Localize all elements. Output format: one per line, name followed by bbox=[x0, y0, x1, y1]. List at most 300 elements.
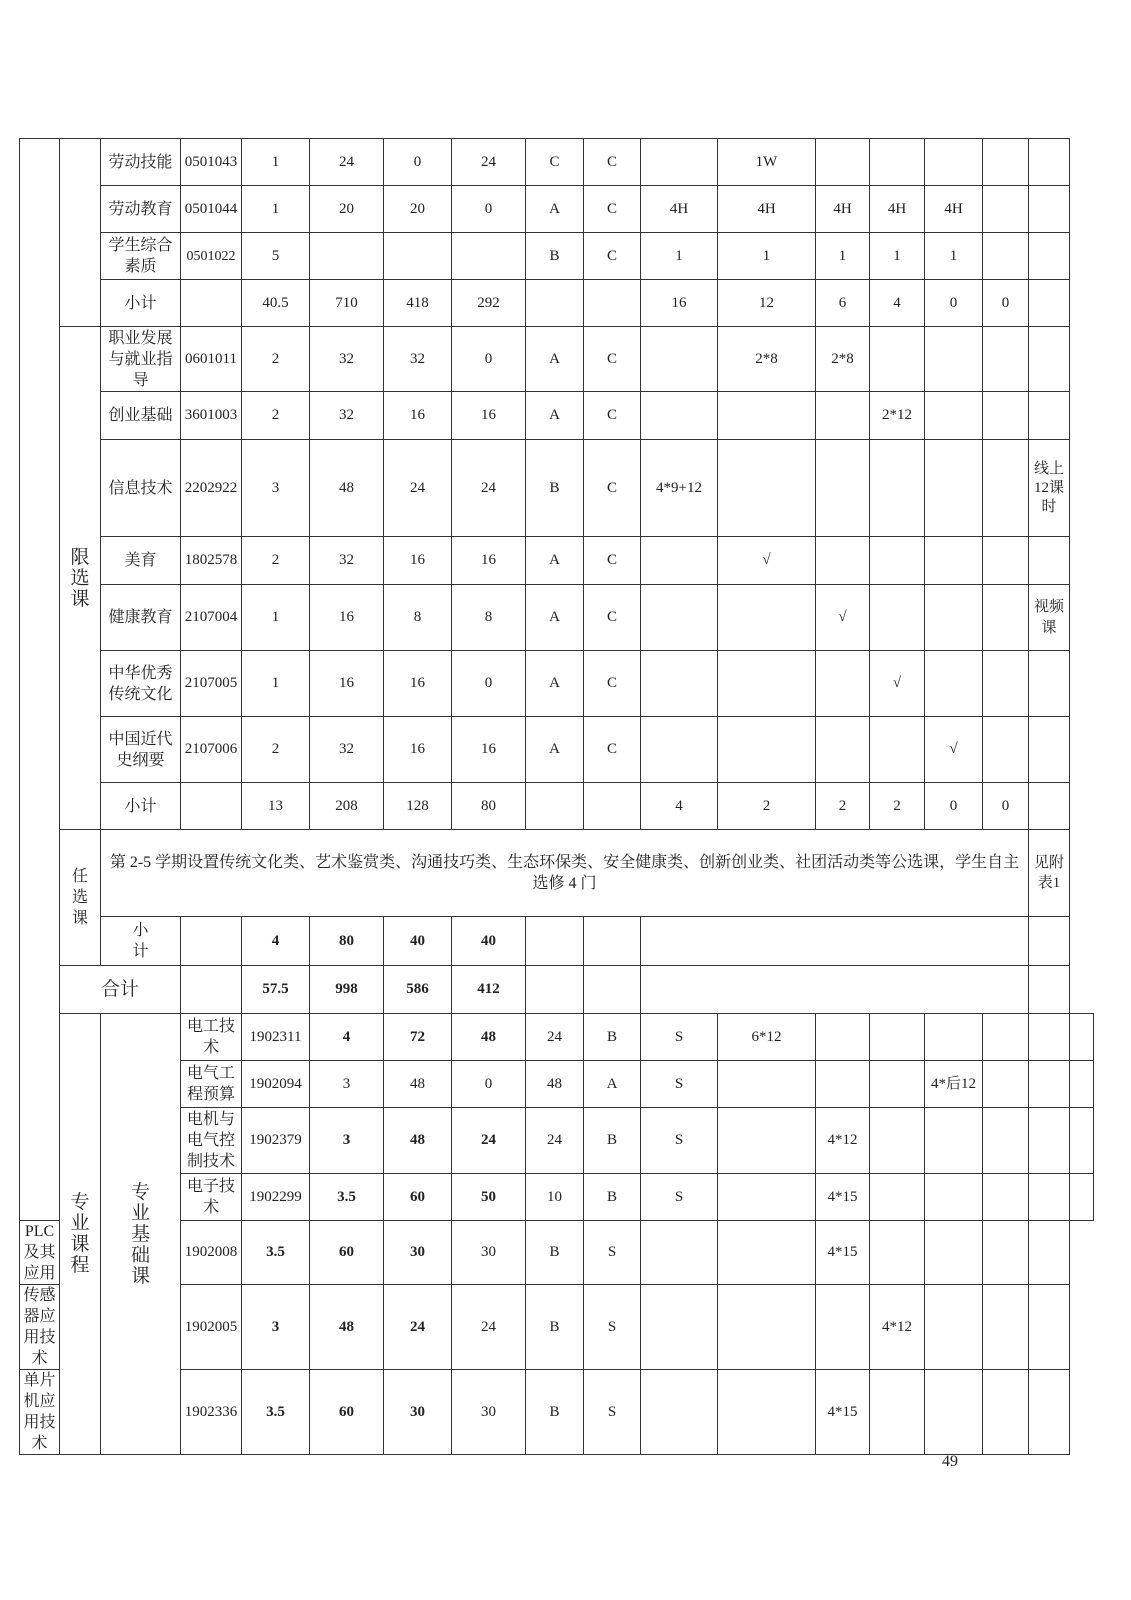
semester-4: 2*12 bbox=[870, 392, 925, 440]
remark bbox=[1070, 1014, 1094, 1061]
course-name: 中国近代史纲要 bbox=[101, 717, 181, 783]
remark: 见附表1 bbox=[1029, 830, 1070, 917]
assessment: C bbox=[584, 651, 641, 717]
semester-6 bbox=[983, 139, 1029, 186]
semester-1 bbox=[641, 1285, 718, 1370]
semester-2 bbox=[718, 1370, 816, 1455]
total-hours bbox=[310, 233, 384, 280]
assessment: C bbox=[584, 233, 641, 280]
course-name: 中华优秀传统文化 bbox=[101, 651, 181, 717]
credits: 13 bbox=[242, 783, 310, 830]
practice-hours: 40 bbox=[452, 917, 526, 966]
remark bbox=[1029, 280, 1070, 327]
semester-4 bbox=[870, 1221, 925, 1285]
semester-3 bbox=[816, 392, 870, 440]
theory-hours: 128 bbox=[384, 783, 452, 830]
course-type: A bbox=[526, 585, 584, 651]
course-code-empty bbox=[181, 917, 242, 966]
semester-4: 4*12 bbox=[870, 1285, 925, 1370]
credits: 2 bbox=[242, 717, 310, 783]
category-professional bbox=[60, 1014, 101, 1455]
semester-1 bbox=[641, 1221, 718, 1285]
semester-4: 1 bbox=[870, 233, 925, 280]
total-hours: 20 bbox=[310, 186, 384, 233]
assessment: S bbox=[641, 1108, 718, 1174]
semester-5 bbox=[925, 139, 983, 186]
remark bbox=[1029, 783, 1070, 830]
theory-hours: 24 bbox=[384, 1285, 452, 1370]
semester-3: 4*15 bbox=[816, 1221, 870, 1285]
practice-hours: 0 bbox=[452, 186, 526, 233]
semester-6: 0 bbox=[983, 280, 1029, 327]
course-type: B bbox=[584, 1014, 641, 1061]
semester-6 bbox=[983, 1285, 1029, 1370]
remark bbox=[1070, 1108, 1094, 1174]
credits: 57.5 bbox=[242, 966, 310, 1014]
course-code: 0501044 bbox=[181, 186, 242, 233]
semester-5 bbox=[983, 1061, 1029, 1108]
assessment: C bbox=[584, 585, 641, 651]
theory-hours: 16 bbox=[384, 392, 452, 440]
total-hours: 60 bbox=[384, 1174, 452, 1221]
semester-1 bbox=[641, 392, 718, 440]
theory-hours: 16 bbox=[384, 537, 452, 585]
remark bbox=[1029, 392, 1070, 440]
credits: 3 bbox=[310, 1061, 384, 1108]
assessment bbox=[584, 917, 641, 966]
course-code: 1902299 bbox=[242, 1174, 310, 1221]
theory-hours: 8 bbox=[384, 585, 452, 651]
semester-3 bbox=[816, 1285, 870, 1370]
semester-2 bbox=[718, 1285, 816, 1370]
credits: 1 bbox=[242, 139, 310, 186]
theory-hours bbox=[384, 233, 452, 280]
semester-5 bbox=[925, 585, 983, 651]
credits: 5 bbox=[242, 233, 310, 280]
semester-4 bbox=[870, 1370, 925, 1455]
semester-2: 2*8 bbox=[718, 327, 816, 392]
course-code: 0501022 bbox=[181, 233, 242, 280]
assessment: C bbox=[584, 327, 641, 392]
remark bbox=[1070, 1061, 1094, 1108]
semester-2: 4*15 bbox=[816, 1174, 870, 1221]
remark: 线上12课时 bbox=[1029, 440, 1070, 537]
remark bbox=[1029, 717, 1070, 783]
semester-1 bbox=[641, 537, 718, 585]
semester-2 bbox=[816, 1061, 870, 1108]
semester-6 bbox=[983, 1221, 1029, 1285]
course-code: 1902311 bbox=[242, 1014, 310, 1061]
credits: 3.5 bbox=[242, 1370, 310, 1455]
theory-hours: 24 bbox=[452, 1108, 526, 1174]
practice-hours: 10 bbox=[526, 1174, 584, 1221]
semester-1 bbox=[641, 717, 718, 783]
assessment: C bbox=[584, 440, 641, 537]
semester-4 bbox=[870, 327, 925, 392]
table-row bbox=[20, 1285, 1094, 1370]
semester-6 bbox=[983, 327, 1029, 392]
practice-hours: 24 bbox=[452, 1285, 526, 1370]
remark bbox=[1029, 1221, 1070, 1285]
semester-4 bbox=[870, 440, 925, 537]
table-row bbox=[20, 1370, 1094, 1455]
total-hours: 60 bbox=[310, 1370, 384, 1455]
semester-2: 1 bbox=[718, 233, 816, 280]
assessment: C bbox=[584, 537, 641, 585]
semester-3 bbox=[870, 1061, 925, 1108]
semester-4: 4*后12 bbox=[925, 1061, 983, 1108]
semester-2: 1W bbox=[718, 139, 816, 186]
course-type: B bbox=[584, 1108, 641, 1174]
remark bbox=[1029, 327, 1070, 392]
practice-hours bbox=[452, 233, 526, 280]
credits: 3 bbox=[310, 1108, 384, 1174]
practice-hours: 0 bbox=[452, 327, 526, 392]
total-hours: 60 bbox=[310, 1221, 384, 1285]
semester-6 bbox=[983, 440, 1029, 537]
course-name: 电子技术 bbox=[181, 1174, 242, 1221]
credits: 2 bbox=[242, 537, 310, 585]
total-hours: 32 bbox=[310, 717, 384, 783]
course-type: C bbox=[526, 139, 584, 186]
assessment: C bbox=[584, 139, 641, 186]
total-hours: 48 bbox=[310, 440, 384, 537]
course-code: 2107005 bbox=[181, 651, 242, 717]
remark bbox=[1029, 917, 1070, 966]
course-type: A bbox=[526, 537, 584, 585]
credits: 3.5 bbox=[242, 1221, 310, 1285]
remark bbox=[1070, 1174, 1094, 1221]
subtotal-label: 小计 bbox=[101, 917, 181, 966]
course-code: 1902008 bbox=[181, 1221, 242, 1285]
semester-5: 1 bbox=[925, 233, 983, 280]
practice-hours: 24 bbox=[526, 1108, 584, 1174]
total-hours: 998 bbox=[310, 966, 384, 1014]
course-type: A bbox=[526, 717, 584, 783]
curriculum-table bbox=[19, 138, 1094, 1455]
assessment: S bbox=[641, 1061, 718, 1108]
total-hours: 16 bbox=[310, 651, 384, 717]
course-name: 学生综合素质 bbox=[101, 233, 181, 280]
course-code: 1802578 bbox=[181, 537, 242, 585]
semester-1: 4H bbox=[641, 186, 718, 233]
semester-6 bbox=[983, 186, 1029, 233]
semester-5 bbox=[925, 440, 983, 537]
course-type: B bbox=[526, 440, 584, 537]
semester-4: 4 bbox=[870, 280, 925, 327]
course-type: A bbox=[526, 392, 584, 440]
semester-2 bbox=[816, 1014, 870, 1061]
remark bbox=[1029, 139, 1070, 186]
credits: 4 bbox=[242, 917, 310, 966]
course-name: 电气工程预算 bbox=[181, 1061, 242, 1108]
theory-hours: 30 bbox=[384, 1221, 452, 1285]
theory-hours: 16 bbox=[384, 651, 452, 717]
practice-hours: 16 bbox=[452, 537, 526, 585]
subtotal-label: 小计 bbox=[101, 280, 181, 327]
group-label: 专业基础课 bbox=[131, 1181, 151, 1287]
theory-hours: 24 bbox=[384, 440, 452, 537]
total-row bbox=[20, 966, 1094, 1014]
table-row bbox=[20, 440, 1094, 537]
semester-6 bbox=[1029, 1174, 1070, 1221]
semester-3: 4H bbox=[816, 186, 870, 233]
course-code: 1902336 bbox=[181, 1370, 242, 1455]
assessment bbox=[584, 783, 641, 830]
semester-5 bbox=[983, 1108, 1029, 1174]
course-name: 劳动教育 bbox=[101, 186, 181, 233]
semester-5 bbox=[983, 1014, 1029, 1061]
course-type: B bbox=[526, 1221, 584, 1285]
course-code: 3601003 bbox=[181, 392, 242, 440]
semester-1: 6*12 bbox=[718, 1014, 816, 1061]
semester-3: √ bbox=[816, 585, 870, 651]
practice-hours: 24 bbox=[452, 440, 526, 537]
table-row bbox=[20, 717, 1094, 783]
semester-4 bbox=[925, 1014, 983, 1061]
practice-hours: 80 bbox=[452, 783, 526, 830]
semester-5 bbox=[925, 1221, 983, 1285]
total-hours: 208 bbox=[310, 783, 384, 830]
course-type: B bbox=[526, 233, 584, 280]
semester-2 bbox=[718, 585, 816, 651]
semester-2: 2 bbox=[718, 783, 816, 830]
semester-3 bbox=[870, 1014, 925, 1061]
course-type bbox=[526, 917, 584, 966]
semester-5 bbox=[925, 1370, 983, 1455]
semester-1: 4*9+12 bbox=[641, 440, 718, 537]
group-label: 限选课 bbox=[70, 546, 90, 610]
semester-3: 2 bbox=[816, 783, 870, 830]
table-row bbox=[20, 1221, 1094, 1285]
semester-6 bbox=[983, 651, 1029, 717]
table-row bbox=[20, 186, 1094, 233]
semester-1 bbox=[641, 139, 718, 186]
total-hours: 24 bbox=[310, 139, 384, 186]
credits: 3 bbox=[242, 1285, 310, 1370]
semester-4 bbox=[870, 585, 925, 651]
theory-hours: 0 bbox=[452, 1061, 526, 1108]
course-name: 电机与电气控制技术 bbox=[181, 1108, 242, 1174]
course-code: 2202922 bbox=[181, 440, 242, 537]
practice-hours: 412 bbox=[452, 966, 526, 1014]
practice-hours: 16 bbox=[452, 392, 526, 440]
course-type: A bbox=[526, 186, 584, 233]
remark bbox=[1029, 186, 1070, 233]
practice-hours: 30 bbox=[452, 1370, 526, 1455]
semester-5 bbox=[925, 1285, 983, 1370]
theory-hours: 50 bbox=[452, 1174, 526, 1221]
semester-1 bbox=[641, 327, 718, 392]
semester-4: 4H bbox=[870, 186, 925, 233]
remark bbox=[1029, 966, 1070, 1014]
semester-2 bbox=[718, 717, 816, 783]
semester-3 bbox=[870, 1174, 925, 1221]
course-name: 信息技术 bbox=[101, 440, 181, 537]
semester-1 bbox=[641, 585, 718, 651]
course-code-empty bbox=[181, 280, 242, 327]
total-hours: 32 bbox=[310, 327, 384, 392]
group-professional-basic bbox=[101, 1014, 181, 1455]
group-limited-elective bbox=[60, 327, 101, 830]
table-row bbox=[20, 651, 1094, 717]
total-hours: 710 bbox=[310, 280, 384, 327]
semester-5 bbox=[925, 327, 983, 392]
credits: 3.5 bbox=[310, 1174, 384, 1221]
category-cell-blank bbox=[20, 139, 60, 1221]
semester-4: 2 bbox=[870, 783, 925, 830]
practice-hours: 8 bbox=[452, 585, 526, 651]
course-name: 美育 bbox=[101, 537, 181, 585]
theory-hours: 0 bbox=[384, 139, 452, 186]
category-label: 专业课程 bbox=[70, 1192, 90, 1276]
semester-1 bbox=[718, 1174, 816, 1221]
semester-1: 4 bbox=[641, 783, 718, 830]
semester-6 bbox=[1029, 1061, 1070, 1108]
table-row bbox=[20, 233, 1094, 280]
theory-hours: 16 bbox=[384, 717, 452, 783]
optional-elective-description: 第 2-5 学期设置传统文化类、艺术鉴赏类、沟通技巧类、生态环保类、安全健康类、创新创业类、社团活动类等公选课，学生自主选修 4 门 bbox=[101, 830, 1029, 917]
practice-hours: 48 bbox=[526, 1061, 584, 1108]
group-cell-blank bbox=[60, 139, 101, 327]
course-code: 0501043 bbox=[181, 139, 242, 186]
semester-3 bbox=[816, 139, 870, 186]
table-row bbox=[20, 327, 1094, 392]
semester-4 bbox=[925, 1108, 983, 1174]
semester-5: 4H bbox=[925, 186, 983, 233]
semester-6 bbox=[1029, 1108, 1070, 1174]
table-row bbox=[20, 1108, 1094, 1174]
total-hours: 32 bbox=[310, 537, 384, 585]
total-hours: 16 bbox=[310, 585, 384, 651]
course-name: 职业发展与就业指导 bbox=[101, 327, 181, 392]
theory-hours: 48 bbox=[452, 1014, 526, 1061]
remark: 视频课 bbox=[1029, 585, 1070, 651]
theory-hours: 30 bbox=[384, 1370, 452, 1455]
semester-3 bbox=[816, 537, 870, 585]
table-row bbox=[20, 1061, 1094, 1108]
semester-5 bbox=[925, 537, 983, 585]
semester-2: 4*12 bbox=[816, 1108, 870, 1174]
course-code: 1902005 bbox=[181, 1285, 242, 1370]
assessment: C bbox=[584, 186, 641, 233]
course-type: B bbox=[584, 1174, 641, 1221]
theory-hours: 20 bbox=[384, 186, 452, 233]
total-label: 合计 bbox=[60, 966, 181, 1014]
course-code: 1902094 bbox=[242, 1061, 310, 1108]
assessment: C bbox=[584, 717, 641, 783]
semester-6 bbox=[983, 537, 1029, 585]
semester-2: 12 bbox=[718, 280, 816, 327]
semester-1 bbox=[718, 1061, 816, 1108]
assessment bbox=[584, 966, 641, 1014]
semester-6 bbox=[983, 585, 1029, 651]
semester-3 bbox=[816, 440, 870, 537]
semester-2: 4H bbox=[718, 186, 816, 233]
group-optional-elective bbox=[60, 830, 101, 966]
credits: 1 bbox=[242, 186, 310, 233]
remark bbox=[1029, 651, 1070, 717]
semester-2 bbox=[718, 440, 816, 537]
course-type: B bbox=[526, 1370, 584, 1455]
total-hours: 72 bbox=[384, 1014, 452, 1061]
theory-hours: 40 bbox=[384, 917, 452, 966]
semester-2: √ bbox=[718, 537, 816, 585]
assessment bbox=[584, 280, 641, 327]
semester-span-empty bbox=[641, 966, 1029, 1014]
practice-hours: 16 bbox=[452, 717, 526, 783]
total-hours: 80 bbox=[310, 917, 384, 966]
group-label: 任选课 bbox=[72, 868, 89, 927]
table-row bbox=[20, 1014, 1094, 1061]
course-code: 2107006 bbox=[181, 717, 242, 783]
semester-6 bbox=[983, 233, 1029, 280]
course-code-empty bbox=[181, 783, 242, 830]
course-name: 健康教育 bbox=[101, 585, 181, 651]
credits: 40.5 bbox=[242, 280, 310, 327]
practice-hours: 30 bbox=[452, 1221, 526, 1285]
total-hours: 48 bbox=[310, 1285, 384, 1370]
credits: 2 bbox=[242, 392, 310, 440]
practice-hours: 0 bbox=[452, 651, 526, 717]
table-row bbox=[20, 585, 1094, 651]
assessment: S bbox=[584, 1221, 641, 1285]
semester-3: 4*15 bbox=[816, 1370, 870, 1455]
theory-hours: 586 bbox=[384, 966, 452, 1014]
course-code: 2107004 bbox=[181, 585, 242, 651]
table-row bbox=[20, 392, 1094, 440]
course-name: PLC 及其应用 bbox=[20, 1221, 60, 1285]
course-type: A bbox=[526, 651, 584, 717]
semester-5: √ bbox=[925, 717, 983, 783]
subtotal-row bbox=[20, 280, 1094, 327]
semester-span-empty bbox=[641, 917, 1029, 966]
practice-hours: 292 bbox=[452, 280, 526, 327]
semester-3: 2*8 bbox=[816, 327, 870, 392]
semester-5 bbox=[925, 392, 983, 440]
remark bbox=[1029, 233, 1070, 280]
semester-1: 16 bbox=[641, 280, 718, 327]
theory-hours: 32 bbox=[384, 327, 452, 392]
course-type: A bbox=[526, 327, 584, 392]
total-hours: 48 bbox=[384, 1108, 452, 1174]
credits: 1 bbox=[242, 651, 310, 717]
semester-1 bbox=[641, 1370, 718, 1455]
semester-2 bbox=[718, 1221, 816, 1285]
total-hours: 48 bbox=[384, 1061, 452, 1108]
semester-6 bbox=[1029, 1014, 1070, 1061]
semester-6: 0 bbox=[983, 783, 1029, 830]
semester-3 bbox=[816, 651, 870, 717]
assessment: S bbox=[641, 1014, 718, 1061]
subtotal-label: 小计 bbox=[101, 783, 181, 830]
semester-4 bbox=[870, 717, 925, 783]
semester-6 bbox=[983, 392, 1029, 440]
credits: 3 bbox=[242, 440, 310, 537]
semester-6 bbox=[983, 1370, 1029, 1455]
course-code: 1902379 bbox=[242, 1108, 310, 1174]
semester-4 bbox=[870, 537, 925, 585]
page-number: 49 bbox=[942, 1453, 958, 1470]
semester-5 bbox=[925, 651, 983, 717]
subtotal-row bbox=[20, 783, 1094, 830]
assessment: S bbox=[584, 1370, 641, 1455]
theory-hours: 418 bbox=[384, 280, 452, 327]
course-name: 电工技术 bbox=[181, 1014, 242, 1061]
remark bbox=[1029, 1285, 1070, 1370]
semester-1 bbox=[641, 651, 718, 717]
course-type: B bbox=[526, 1285, 584, 1370]
